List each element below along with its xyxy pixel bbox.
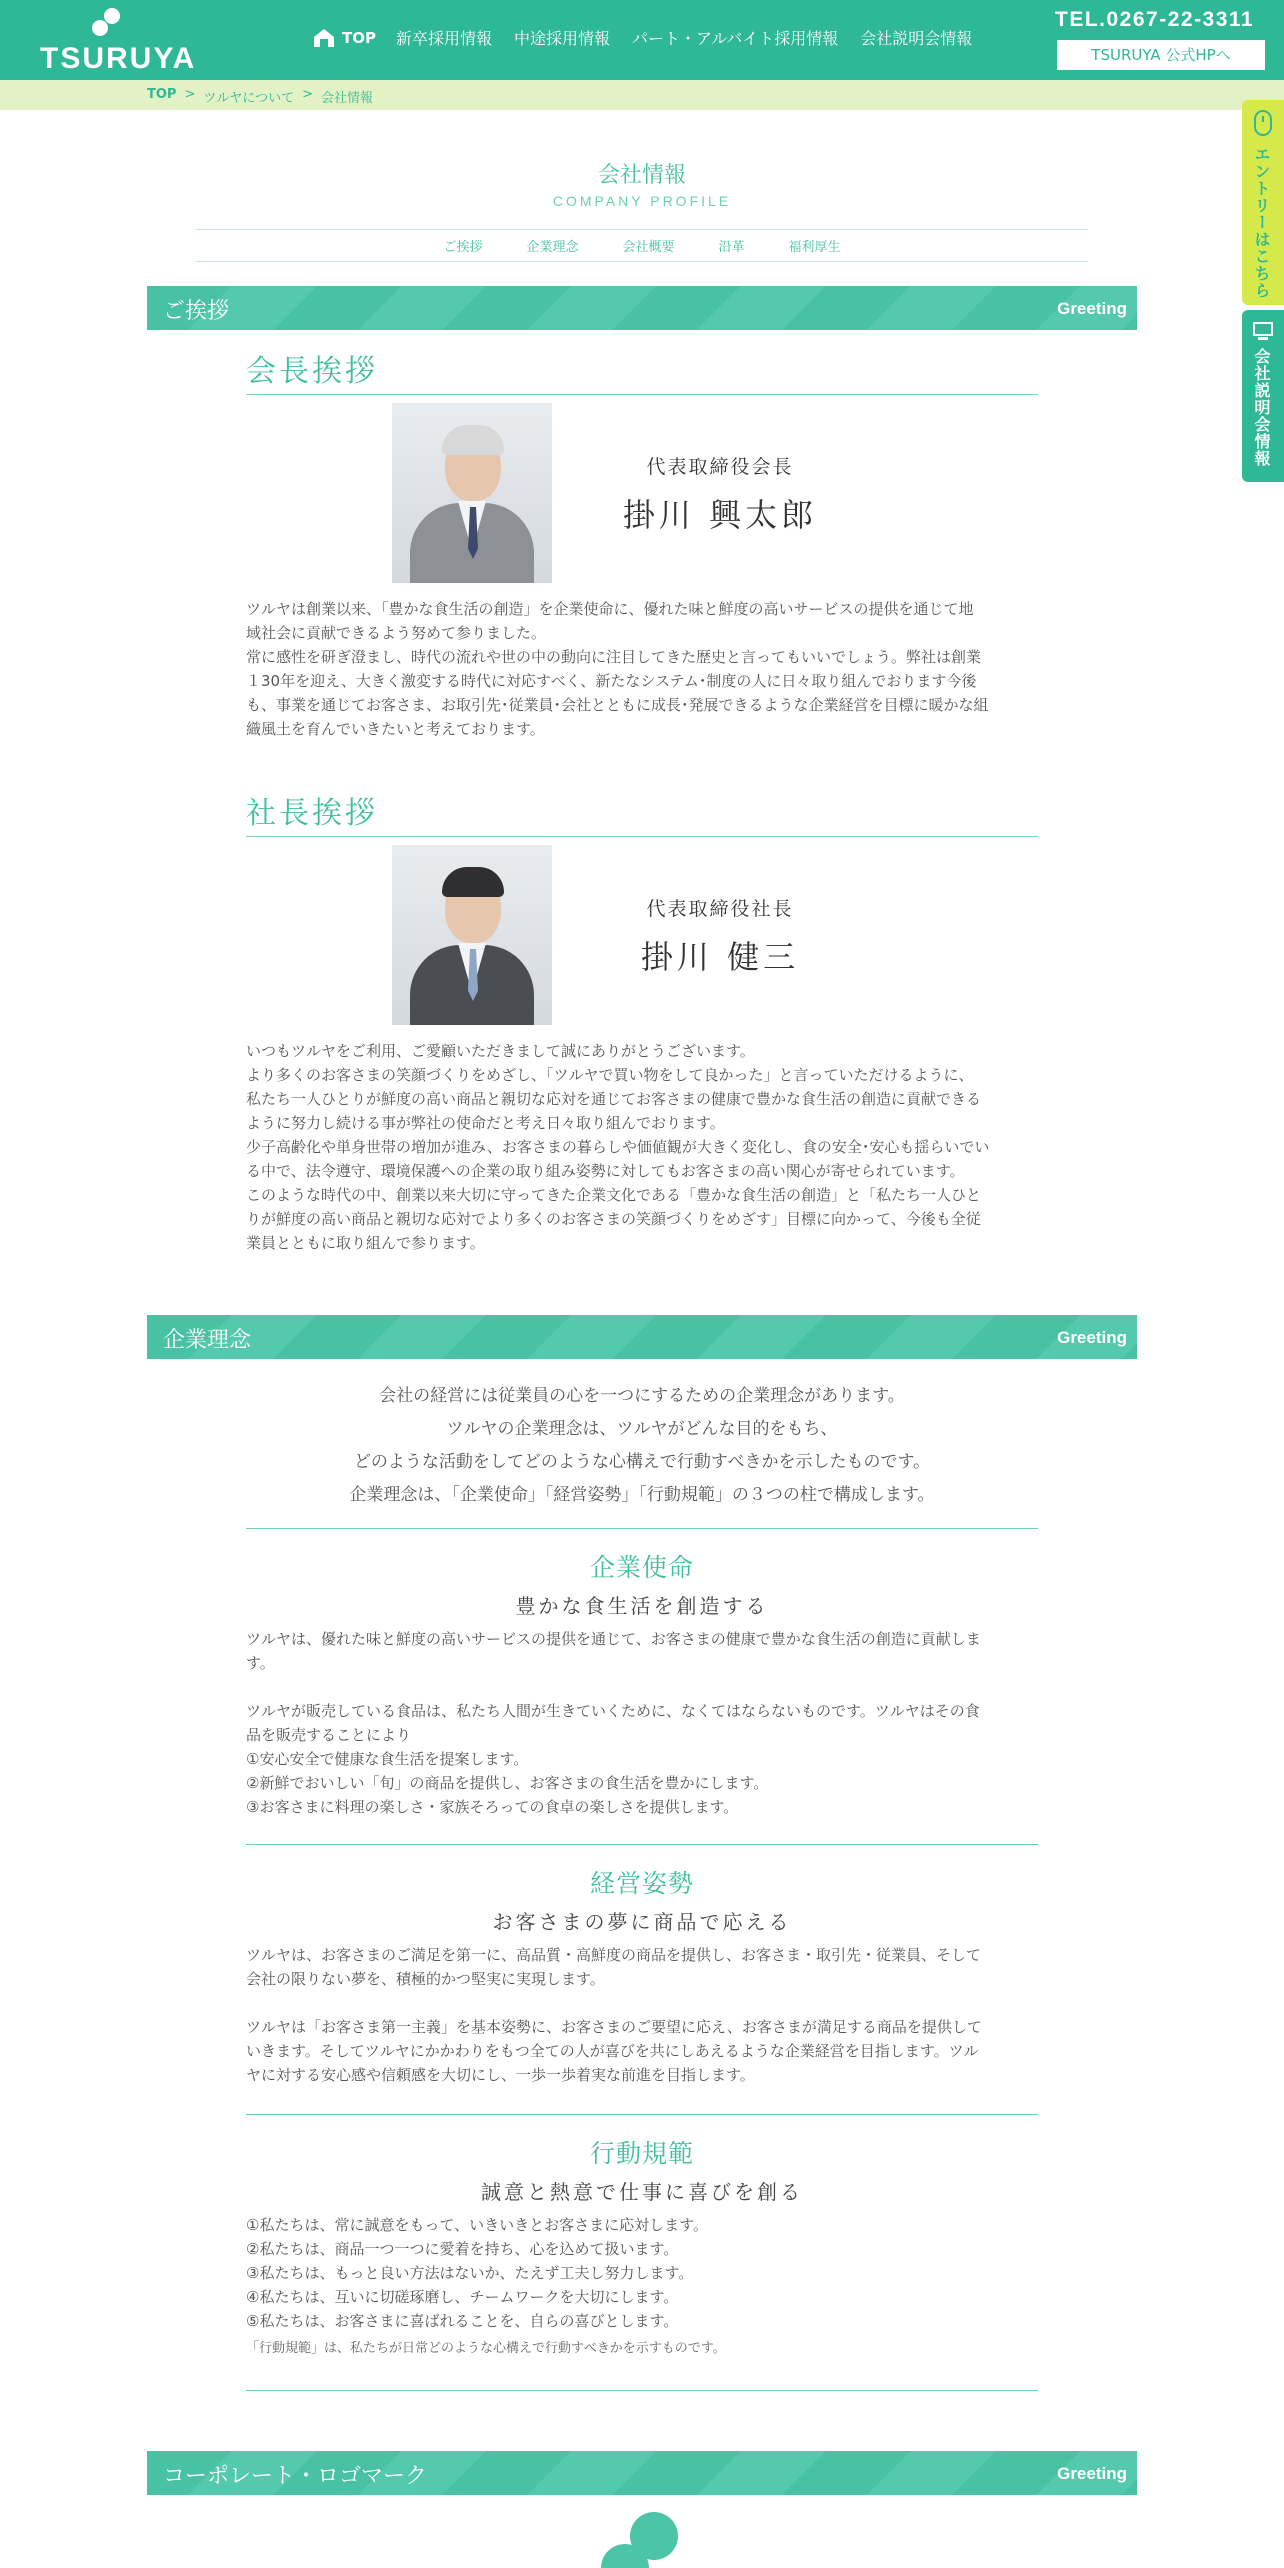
text-line: す。 <box>246 1654 275 1672</box>
greeting-section-bar <box>147 286 1137 330</box>
conduct-text <box>246 2213 1038 2361</box>
briefing-side-tab[interactable] <box>1242 310 1284 482</box>
nav-mid-career[interactable]: 中途採用情報 <box>514 29 611 48</box>
message-line: りが鮮度の高い商品と親切な応対でより多くのお客さまの笑顔づくりをめざす」目標に向かって、今後も全従 <box>246 1210 981 1228</box>
section-title: ご挨拶 <box>163 299 230 324</box>
intro-line: 企業理念は、「企業使命」「経営姿勢」「行動規範」の３つの柱で構成します。 <box>349 1485 935 1505</box>
breadcrumb-top[interactable]: TOP <box>147 87 177 102</box>
text-line: ②私たちは、商品一つ一つに愛着を持ち、心を込めて扱います。 <box>246 2240 679 2258</box>
corporate-logomark-icon <box>596 2512 688 2568</box>
nav-part-time[interactable]: パート・アルバイト採用情報 <box>632 29 839 48</box>
section-title-en: Greeting <box>1057 1328 1127 1347</box>
text-line: ③お客さまに料理の楽しさ・家族そろっての食卓の楽しさを提供します。 <box>246 1798 739 1816</box>
main-nav <box>312 26 994 49</box>
intro-line: どのような活動をしてどのような心構えで行動すべきかを示したものです。 <box>353 1452 931 1472</box>
subnav-philosophy[interactable]: 企業理念 <box>526 240 579 255</box>
mouse-icon <box>1254 110 1272 136</box>
philosophy-intro <box>246 1380 1038 1512</box>
stance-subtitle: お客さまの夢に商品で応える <box>492 1910 792 1934</box>
subnav-history[interactable]: 沿革 <box>718 240 745 255</box>
text-line: ⑤私たちは、お客さまに喜ばれることを、自らの喜びとします。 <box>246 2312 679 2330</box>
section-title-en: Greeting <box>1057 2464 1127 2483</box>
message-line: 域社会に貢献できるよう努めて参りました。 <box>246 624 547 642</box>
message-line: 常に感性を研ぎ澄まし、時代の流れや世の中の動向に注目してきた歴史と言ってもいいでしょう。弊社は創業 <box>246 648 982 666</box>
briefing-tab-label: 会社説明会情報 <box>1252 348 1271 467</box>
home-icon <box>312 27 336 49</box>
logo-mark-icon <box>90 8 124 38</box>
message-line: る中で、法令遵守、環境保護への企業の取り組み姿勢に対してもお客さまの高い関心が寄せられています。 <box>246 1162 965 1180</box>
message-line: このような時代の中、創業以来大切に守ってきた企業文化である「豊かな食生活の創造」と「私たち一人ひと <box>246 1186 982 1204</box>
chairman-name: 掛川 興太郎 <box>622 496 818 534</box>
official-hp-button[interactable]: TSURUYA 公式HPへ <box>1057 40 1265 70</box>
page-subnav <box>196 229 1088 262</box>
subnav-greeting[interactable]: ご挨拶 <box>443 240 483 255</box>
stance-text <box>246 1943 1038 2087</box>
entry-side-tab[interactable] <box>1242 100 1284 305</box>
message-line: 織風土を育んでいきたいと考えております。 <box>246 720 545 738</box>
text-line: ツルヤは「お客さま第一主義」を基本姿勢に、お客さまのご要望に応え、お客さまが満足する商品を提供して <box>246 2018 982 2036</box>
conduct-title: 行動規範 <box>589 2139 694 2168</box>
chairman-heading: 会長挨拶 <box>246 346 1038 395</box>
philosophy-section-bar <box>147 1315 1137 1359</box>
mission-subtitle: 豊かな食生活を創造する <box>515 1594 769 1618</box>
page-title: 会社情報 <box>597 163 686 188</box>
divider <box>246 1844 1038 1845</box>
intro-line: 会社の経営には従業員の心を一つにするための企業理念があります。 <box>379 1386 905 1406</box>
text-line <box>246 1675 1038 1699</box>
text-line: 品を販売することにより <box>246 1726 412 1744</box>
nav-new-graduate[interactable]: 新卒採用情報 <box>395 29 492 48</box>
section-title: コーポレート・ロゴマーク <box>163 2464 428 2489</box>
site-header <box>0 0 1284 80</box>
tsuruya-logo[interactable] <box>40 8 197 75</box>
message-line: 私たち一人ひとりが鮮度の高い商品と親切な応対を通じてお客さまの健康で豊かな食生活の創造に貢献できる <box>246 1090 982 1108</box>
text-line: ①私たちは、常に誠意をもって、いきいきとお客さまに応対します。 <box>246 2216 708 2234</box>
message-line: いつもツルヤをご利用、ご愛顧いただきまして誠にありがとうございます。 <box>246 1042 755 1060</box>
logo-text: TSURUYA <box>40 42 197 75</box>
conduct-subtitle: 誠意と熱意で仕事に喜びを創る <box>481 2180 803 2204</box>
message-line: １30年を迎え、大きく激変する時代に対応すべく、新たなシステム･制度の人に日々取り組んでおります今後 <box>246 672 977 690</box>
breadcrumb-separator: > <box>302 87 314 102</box>
text-line: ツルヤは、優れた味と鮮度の高いサービスの提供を通じて、お客さまの健康で豊かな食生活の創造に貢献しま <box>246 1630 981 1648</box>
text-line: ツルヤは、お客さまのご満足を第一に、高品質・高鮮度の商品を提供し、お客さま・取引先・従業員、そして <box>246 1946 982 1964</box>
text-line: 会社の限りない夢を、積極的かつ堅実に実現します。 <box>246 1970 605 1988</box>
president-heading: 社長挨拶 <box>246 788 1038 837</box>
section-title-en: Greeting <box>1057 299 1127 318</box>
subnav-welfare[interactable]: 福利厚生 <box>788 240 841 255</box>
phone-number: TEL.0267-22-3311 <box>1055 8 1255 31</box>
subnav-overview[interactable]: 会社概要 <box>622 240 675 255</box>
text-line: いきます。そしてツルヤにかかわりをもつ全ての人が喜びを共にしあえるような企業経営を目指します。ツル <box>246 2042 979 2060</box>
text-line: ①安心安全で健康な食生活を提案します。 <box>246 1750 529 1768</box>
mission-text <box>246 1627 1038 1819</box>
chairman-role: 代表取締役会長 <box>646 456 794 478</box>
message-line: ツルヤは創業以来、「豊かな食生活の創造」を企業使命に、優れた味と鮮度の高いサービスの提供を通じて地 <box>246 600 974 618</box>
section-title: 企業理念 <box>163 1328 252 1353</box>
breadcrumb-current: 会社情報 <box>321 91 374 106</box>
message-line: 少子高齢化や単身世帯の増加が進み、お客さまの暮らしや価値観が大きく変化し、食の安全･安心も揺らいでい <box>246 1138 990 1156</box>
page-subtitle: COMPANY PROFILE <box>552 193 732 209</box>
president-message <box>246 1039 1038 1255</box>
stance-title: 経営姿勢 <box>589 1869 694 1898</box>
logomark-section-bar <box>147 2451 1137 2495</box>
text-line: ④私たちは、互いに切磋琢磨し、チームワークを大切にします。 <box>246 2288 679 2306</box>
breadcrumb-separator: > <box>184 87 196 102</box>
divider <box>246 1528 1038 1529</box>
president-name: 掛川 健三 <box>640 938 800 976</box>
screen-icon <box>1253 322 1273 336</box>
message-line: ように努力し続ける事が弊社の使命だと考え日々取り組んでおります。 <box>246 1114 725 1132</box>
entry-tab-label: エントリーはこちら <box>1252 146 1271 299</box>
nav-top-label: TOP <box>342 28 376 47</box>
text-line: ②新鮮でおいしい「旬」の商品を提供し、お客さまの食生活を豊かにします。 <box>246 1774 769 1792</box>
breadcrumb-about[interactable]: ツルヤについて <box>203 91 295 106</box>
text-line <box>246 1991 1038 2015</box>
chairman-message <box>246 597 1038 741</box>
conduct-note: 「行動規範」は、私たちが日常どのような心構えで行動すべきかを示すものです。 <box>246 2341 726 2356</box>
divider <box>246 2114 1038 2115</box>
text-line: ヤに対する安心感や信頼感を大切にし、一歩一歩着実な前進を目指します。 <box>246 2066 755 2084</box>
president-role: 代表取締役社長 <box>646 898 794 920</box>
nav-briefing[interactable]: 会社説明会情報 <box>860 29 973 48</box>
divider <box>246 2390 1038 2391</box>
message-line: より多くのお客さまの笑顔づくりをめざし、「ツルヤで買い物をして良かった」と言っていただけるように、 <box>246 1066 974 1084</box>
message-line: 業員とともに取り組んで参ります。 <box>246 1234 485 1252</box>
nav-top-link[interactable] <box>312 27 376 49</box>
breadcrumb-bar <box>0 80 1284 110</box>
mission-title: 企業使命 <box>589 1553 694 1582</box>
text-line: ③私たちは、もっと良い方法はないか、たえず工夫し努力します。 <box>246 2264 694 2282</box>
intro-line: ツルヤの企業理念は、ツルヤがどんな目的をもち、 <box>446 1419 838 1439</box>
message-line: も、事業を通じてお客さま、お取引先･従業員･会社とともに成長･発展できるような企業経営を目標に暖かな組 <box>246 696 989 714</box>
breadcrumb <box>147 87 381 106</box>
text-line: ツルヤが販売している食品は、私たち人間が生きていくために、なくてはならないものです。ツルヤはその食 <box>246 1702 980 1720</box>
